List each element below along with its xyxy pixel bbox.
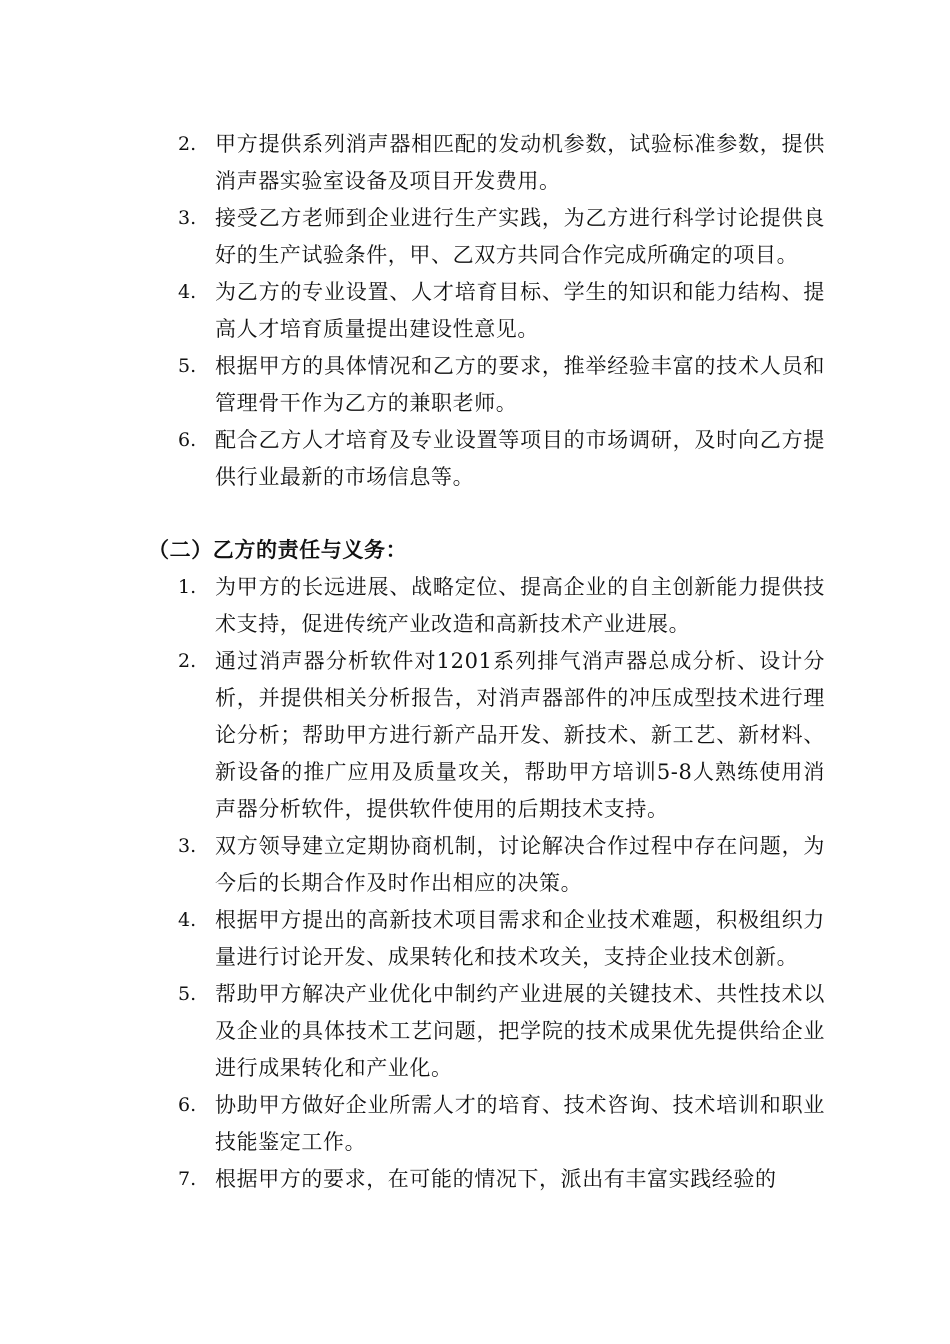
item-text: 甲方提供系列消声器相匹配的发动机参数，试验标准参数，提供消声器实验室设备及项目开发费用。 (215, 132, 825, 193)
item-number: 2. (178, 133, 197, 155)
item-number: 2. (178, 650, 197, 672)
list-item (0, 643, 825, 828)
item-text: 配合乙方人才培育及专业设置等项目的市场调研，及时向乙方提供行业最新的市场信息等。 (215, 428, 825, 489)
obligations-list-party-a (0, 126, 950, 496)
list-item (0, 200, 825, 274)
obligations-list-party-b (0, 569, 950, 1198)
item-text: 根据甲方提出的高新技术项目需求和企业技术难题，积极组织力量进行讨论开发、成果转化和技术攻关，支持企业技术创新。 (215, 908, 825, 969)
item-text: 接受乙方老师到企业进行生产实践，为乙方进行科学讨论提供良好的生产试验条件，甲、乙双方共同合作完成所确定的项目。 (215, 206, 825, 267)
item-text: 双方领导建立定期协商机制，讨论解决合作过程中存在问题，为今后的长期合作及时作出相应的决策。 (215, 834, 825, 895)
item-number: 6. (178, 1094, 197, 1116)
section-heading-party-b: （二）乙方的责任与义务： (148, 537, 408, 562)
list-item (0, 126, 825, 200)
list-item (0, 348, 825, 422)
item-number: 5. (178, 983, 197, 1005)
list-item (0, 976, 825, 1087)
item-text: 为甲方的长远进展、战略定位、提高企业的自主创新能力提供技术支持，促进传统产业改造和高新技术产业进展。 (215, 575, 825, 636)
item-number: 5. (178, 355, 197, 377)
list-item (0, 1161, 825, 1198)
item-number: 6. (178, 429, 197, 451)
item-number: 3. (178, 835, 197, 857)
item-number: 7. (178, 1168, 197, 1190)
item-text: 帮助甲方解决产业优化中制约产业进展的关键技术、共性技术以及企业的具体技术工艺问题，把学院的技术成果优先提供给企业进行成果转化和产业化。 (215, 982, 825, 1080)
item-text: 根据甲方的要求，在可能的情况下，派出有丰富实践经验的 (215, 1167, 777, 1191)
list-item (0, 1087, 825, 1161)
item-text: 协助甲方做好企业所需人才的培育、技术咨询、技术培训和职业技能鉴定工作。 (215, 1093, 825, 1154)
item-number: 4. (178, 909, 197, 931)
item-number: 3. (178, 207, 197, 229)
item-text: 通过消声器分析软件对1201系列排气消声器总成分析、设计分析，并提供相关分析报告，对消声器部件的冲压成型技术进行理论分析；帮助甲方进行新产品开发、新技术、新工艺、新材料、新设备的推广应用及质量攻关，帮助甲方培训5-8人熟练使用消声器分析软件，提供软件使用的后期技术支持。 (215, 649, 825, 821)
item-text: 为乙方的专业设置、人才培育目标、学生的知识和能力结构、提高人才培育质量提出建设性意见。 (215, 280, 825, 341)
item-number: 4. (178, 281, 197, 303)
list-item (0, 828, 825, 902)
list-item (0, 569, 825, 643)
list-item (0, 902, 825, 976)
list-item (0, 422, 825, 496)
list-item (0, 274, 825, 348)
item-number: 1. (178, 576, 197, 598)
item-text: 根据甲方的具体情况和乙方的要求，推举经验丰富的技术人员和管理骨干作为乙方的兼职老师。 (215, 354, 825, 415)
